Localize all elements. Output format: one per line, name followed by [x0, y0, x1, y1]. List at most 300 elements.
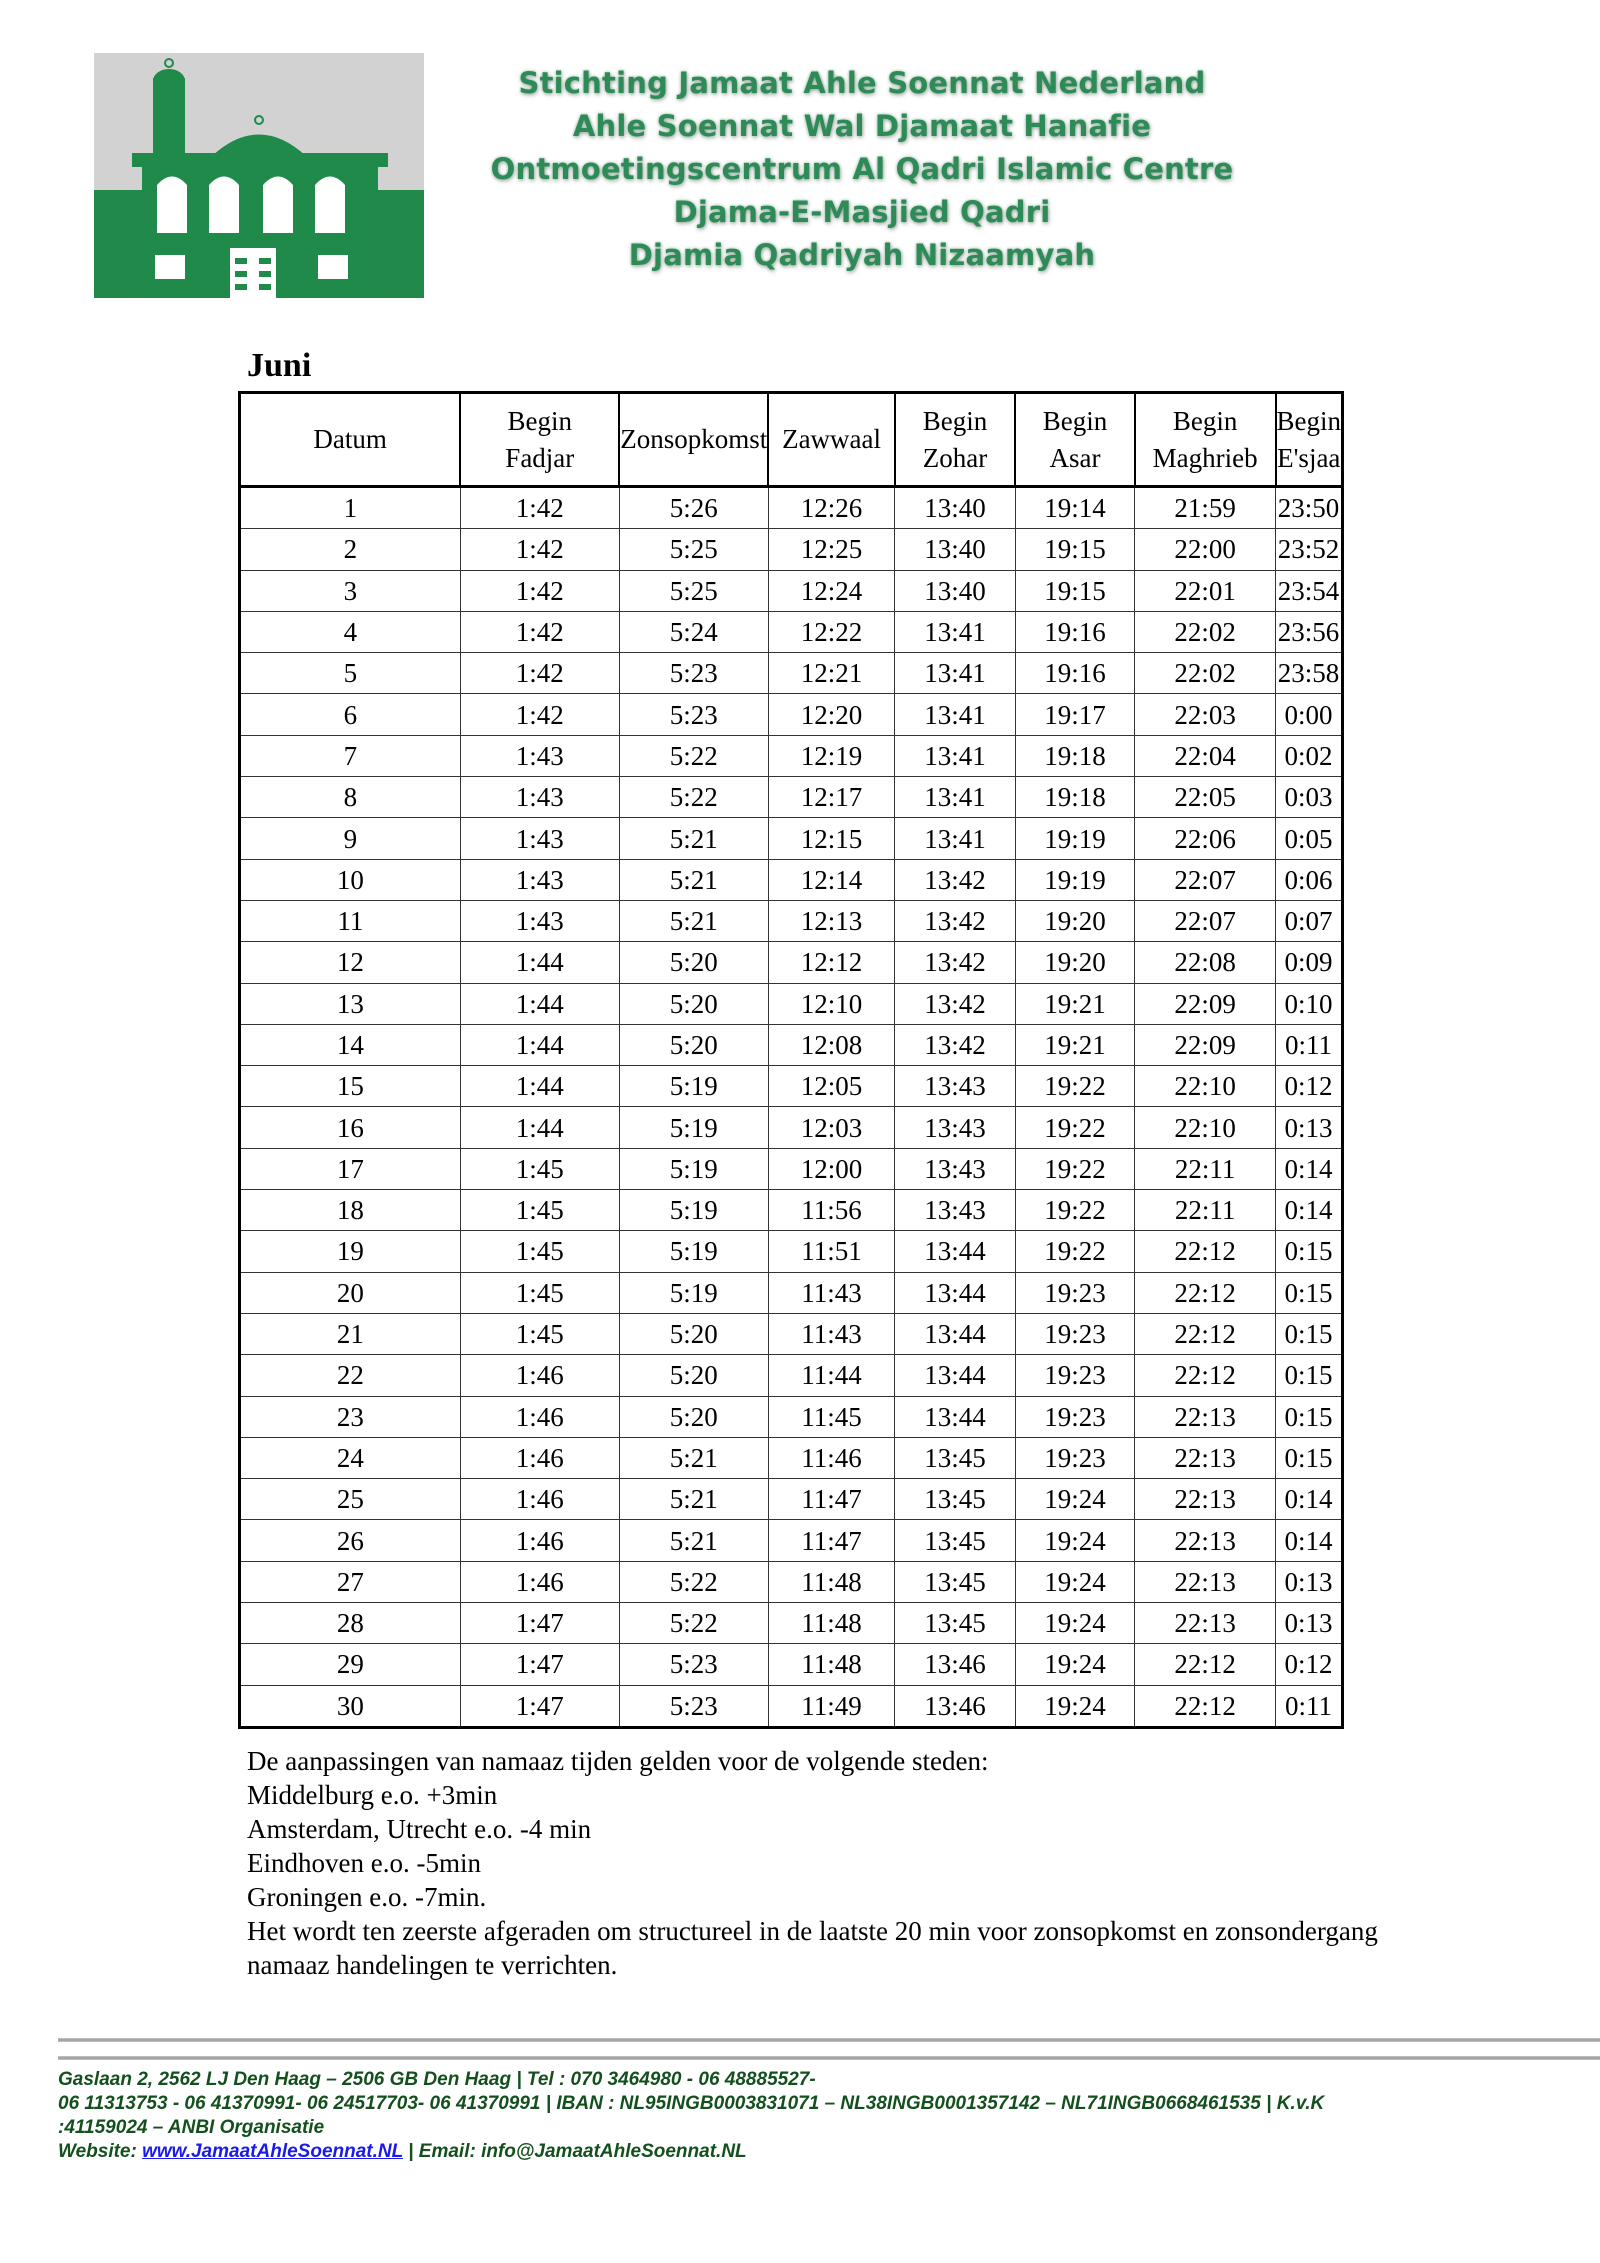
time-cell: 11:51: [768, 1231, 894, 1272]
email-text: | Email: info@JamaatAhleSoennat.NL: [402, 2141, 747, 2162]
page-header: [62, 40, 1292, 305]
time-cell: 1:44: [460, 1066, 619, 1107]
time-cell: 5:22: [619, 735, 768, 776]
time-cell: 5:26: [619, 487, 768, 529]
footer-address: Gaslaan 2, 2562 LJ Den Haag – 2506 GB Den Haag | Tel : 070 3464980 - 06 48885527-: [58, 2069, 816, 2090]
time-cell: 11:47: [768, 1520, 894, 1561]
time-cell: 12:00: [768, 1148, 894, 1189]
time-cell: 22:11: [1135, 1148, 1276, 1189]
column-header: [1015, 393, 1135, 487]
date-cell: 15: [240, 1066, 461, 1107]
table-row: [240, 942, 1343, 983]
date-cell: 2: [240, 529, 461, 570]
date-cell: 26: [240, 1520, 461, 1561]
time-cell: 13:41: [895, 694, 1015, 735]
column-header-line: Begin: [1276, 405, 1341, 436]
time-cell: 11:47: [768, 1479, 894, 1520]
time-cell: 19:23: [1015, 1272, 1135, 1313]
time-cell: 19:22: [1015, 1148, 1135, 1189]
time-cell: 22:07: [1135, 859, 1276, 900]
time-cell: 22:03: [1135, 694, 1276, 735]
time-cell: 22:12: [1135, 1644, 1276, 1685]
organization-names: [442, 62, 1282, 277]
prayer-times-table: [238, 391, 1344, 1729]
time-cell: 22:13: [1135, 1396, 1276, 1437]
time-cell: 0:13: [1276, 1107, 1343, 1148]
time-cell: 0:15: [1276, 1437, 1343, 1478]
time-cell: 1:44: [460, 1024, 619, 1065]
brand-line: Djamia Qadriyah Nizaamyah: [628, 238, 1096, 272]
time-cell: 23:58: [1276, 653, 1343, 694]
time-cell: 0:12: [1276, 1644, 1343, 1685]
time-cell: 22:01: [1135, 570, 1276, 611]
time-cell: 19:18: [1015, 777, 1135, 818]
time-cell: 5:20: [619, 1355, 768, 1396]
time-cell: 0:10: [1276, 983, 1343, 1024]
time-cell: 19:23: [1015, 1313, 1135, 1354]
table-header-row: [240, 393, 1343, 487]
time-cell: 13:41: [895, 735, 1015, 776]
column-header: [619, 393, 768, 487]
time-cell: 13:42: [895, 942, 1015, 983]
time-cell: 19:19: [1015, 818, 1135, 859]
time-cell: 23:52: [1276, 529, 1343, 570]
time-cell: 13:45: [895, 1437, 1015, 1478]
date-cell: 21: [240, 1313, 461, 1354]
date-cell: 7: [240, 735, 461, 776]
time-cell: 5:22: [619, 1561, 768, 1602]
time-cell: 1:42: [460, 653, 619, 694]
time-cell: 5:21: [619, 859, 768, 900]
time-cell: 0:14: [1276, 1479, 1343, 1520]
time-cell: 1:46: [460, 1479, 619, 1520]
notes: [247, 1744, 1547, 1982]
table-row: [240, 694, 1343, 735]
table-row: [240, 859, 1343, 900]
time-cell: 0:06: [1276, 859, 1343, 900]
time-cell: 0:15: [1276, 1396, 1343, 1437]
column-header-line: Zawwaal: [782, 424, 882, 454]
time-cell: 13:43: [895, 1148, 1015, 1189]
time-cell: 1:42: [460, 529, 619, 570]
month-title: Juni: [247, 347, 312, 384]
time-cell: 12:26: [768, 487, 894, 529]
time-cell: 5:25: [619, 570, 768, 611]
time-cell: 19:22: [1015, 1190, 1135, 1231]
note-advice: namaaz handelingen te verrichten.: [247, 1950, 618, 1980]
time-cell: 1:47: [460, 1685, 619, 1727]
time-cell: 19:24: [1015, 1479, 1135, 1520]
time-cell: 19:16: [1015, 653, 1135, 694]
date-cell: 12: [240, 942, 461, 983]
time-cell: 22:00: [1135, 529, 1276, 570]
time-cell: 13:42: [895, 1024, 1015, 1065]
table-row: [240, 1396, 1343, 1437]
time-cell: 13:43: [895, 1107, 1015, 1148]
time-cell: 19:21: [1015, 983, 1135, 1024]
time-cell: 22:02: [1135, 653, 1276, 694]
time-cell: 0:12: [1276, 1066, 1343, 1107]
time-cell: 13:46: [895, 1685, 1015, 1727]
table-row: [240, 1437, 1343, 1478]
time-cell: 5:19: [619, 1066, 768, 1107]
time-cell: 13:41: [895, 611, 1015, 652]
time-cell: 0:11: [1276, 1024, 1343, 1065]
date-cell: 11: [240, 900, 461, 941]
time-cell: 19:24: [1015, 1561, 1135, 1602]
time-cell: 21:59: [1135, 487, 1276, 529]
time-cell: 11:43: [768, 1313, 894, 1354]
time-cell: 11:44: [768, 1355, 894, 1396]
time-cell: 5:19: [619, 1190, 768, 1231]
column-header: [460, 393, 619, 487]
time-cell: 19:23: [1015, 1355, 1135, 1396]
time-cell: 19:20: [1015, 942, 1135, 983]
time-cell: 0:14: [1276, 1520, 1343, 1561]
table-row: [240, 1313, 1343, 1354]
time-cell: 0:15: [1276, 1313, 1343, 1354]
table-row: [240, 900, 1343, 941]
time-cell: 1:46: [460, 1520, 619, 1561]
date-cell: 19: [240, 1231, 461, 1272]
time-cell: 13:40: [895, 487, 1015, 529]
time-cell: 19:15: [1015, 529, 1135, 570]
website-link[interactable]: www.JamaatAhleSoennat.NL: [142, 2141, 403, 2162]
table-row: [240, 1520, 1343, 1561]
table-row: [240, 1561, 1343, 1602]
date-cell: 5: [240, 653, 461, 694]
column-header-line: Begin: [507, 405, 573, 436]
time-cell: 13:44: [895, 1231, 1015, 1272]
time-cell: 13:45: [895, 1479, 1015, 1520]
brand-line: Ontmoetingscentrum Al Qadri Islamic Centre: [490, 152, 1234, 186]
time-cell: 19:17: [1015, 694, 1135, 735]
time-cell: 22:12: [1135, 1355, 1276, 1396]
time-cell: 12:03: [768, 1107, 894, 1148]
time-cell: 19:18: [1015, 735, 1135, 776]
time-cell: 1:43: [460, 818, 619, 859]
brand-line: Ahle Soennat Wal Djamaat Hanafie: [572, 109, 1152, 143]
time-cell: 0:00: [1276, 694, 1343, 735]
time-cell: 1:43: [460, 777, 619, 818]
time-cell: 11:48: [768, 1561, 894, 1602]
time-cell: 12:13: [768, 900, 894, 941]
column-header-line: Zonsopkomst: [620, 424, 768, 454]
time-cell: 23:54: [1276, 570, 1343, 611]
time-cell: 23:56: [1276, 611, 1343, 652]
time-cell: 12:20: [768, 694, 894, 735]
date-cell: 30: [240, 1685, 461, 1727]
table-row: [240, 735, 1343, 776]
time-cell: 13:43: [895, 1066, 1015, 1107]
time-cell: 19:16: [1015, 611, 1135, 652]
date-cell: 13: [240, 983, 461, 1024]
time-cell: 13:45: [895, 1561, 1015, 1602]
time-cell: 22:05: [1135, 777, 1276, 818]
time-cell: 19:15: [1015, 570, 1135, 611]
time-cell: 22:13: [1135, 1561, 1276, 1602]
time-cell: 12:05: [768, 1066, 894, 1107]
time-cell: 13:42: [895, 859, 1015, 900]
column-header: [768, 393, 894, 487]
time-cell: 22:04: [1135, 735, 1276, 776]
footer-phones-iban: 06 11313753 - 06 41370991- 06 24517703- 06 41370991 | IBAN : NL95INGB0003831071 – NL38INGB0001357142 – NL71INGB0668461535 | K.v.K: [58, 2093, 1325, 2114]
time-cell: 1:42: [460, 694, 619, 735]
date-cell: 29: [240, 1644, 461, 1685]
table-row: [240, 611, 1343, 652]
time-cell: 13:40: [895, 570, 1015, 611]
column-header-line: Zohar: [922, 442, 988, 473]
time-cell: 5:21: [619, 1520, 768, 1561]
note-adjustment: Amsterdam, Utrecht e.o. -4 min: [247, 1814, 592, 1844]
footer-kvk: :41159024 – ANBI Organisatie: [58, 2117, 325, 2138]
time-cell: 19:23: [1015, 1396, 1135, 1437]
time-cell: 0:03: [1276, 777, 1343, 818]
column-header-line: Begin: [1042, 405, 1108, 436]
time-cell: 1:47: [460, 1603, 619, 1644]
time-cell: 1:42: [460, 487, 619, 529]
time-cell: 0:11: [1276, 1685, 1343, 1727]
table-row: [240, 653, 1343, 694]
time-cell: 5:22: [619, 1603, 768, 1644]
date-cell: 1: [240, 487, 461, 529]
time-cell: 11:43: [768, 1272, 894, 1313]
date-cell: 16: [240, 1107, 461, 1148]
note-adjustment: Eindhoven e.o. -5min: [247, 1848, 481, 1878]
date-cell: 6: [240, 694, 461, 735]
time-cell: 5:21: [619, 900, 768, 941]
time-cell: 12:17: [768, 777, 894, 818]
table-row: [240, 1148, 1343, 1189]
time-cell: 5:19: [619, 1107, 768, 1148]
time-cell: 22:12: [1135, 1313, 1276, 1354]
date-cell: 23: [240, 1396, 461, 1437]
time-cell: 1:43: [460, 900, 619, 941]
date-cell: 3: [240, 570, 461, 611]
footer-contact: [58, 2140, 1598, 2164]
time-cell: 1:42: [460, 611, 619, 652]
table-row: [240, 1603, 1343, 1644]
table-row: [240, 777, 1343, 818]
time-cell: 12:21: [768, 653, 894, 694]
time-cell: 19:20: [1015, 900, 1135, 941]
time-cell: 13:41: [895, 777, 1015, 818]
mosque-logo: [94, 53, 424, 298]
column-header-line: E'sjaa: [1277, 442, 1341, 473]
time-cell: 5:19: [619, 1231, 768, 1272]
time-cell: 19:23: [1015, 1437, 1135, 1478]
time-cell: 22:06: [1135, 818, 1276, 859]
time-cell: 1:44: [460, 942, 619, 983]
table-row: [240, 1107, 1343, 1148]
time-cell: 19:22: [1015, 1107, 1135, 1148]
time-cell: 13:42: [895, 983, 1015, 1024]
time-cell: 12:08: [768, 1024, 894, 1065]
time-cell: 5:21: [619, 818, 768, 859]
time-cell: 1:43: [460, 859, 619, 900]
brand-line: Stichting Jamaat Ahle Soennat Nederland: [518, 66, 1206, 100]
table-row: [240, 818, 1343, 859]
time-cell: 1:47: [460, 1644, 619, 1685]
column-header: [1135, 393, 1276, 487]
column-header-line: Asar: [1049, 442, 1101, 473]
time-cell: 5:23: [619, 1685, 768, 1727]
table-row: [240, 1066, 1343, 1107]
mosque-icon: [94, 53, 424, 298]
time-cell: 5:21: [619, 1437, 768, 1478]
date-cell: 25: [240, 1479, 461, 1520]
time-cell: 19:19: [1015, 859, 1135, 900]
table-body: [240, 487, 1343, 1728]
time-cell: 1:46: [460, 1355, 619, 1396]
table-row: [240, 1190, 1343, 1231]
time-cell: 5:24: [619, 611, 768, 652]
date-cell: 14: [240, 1024, 461, 1065]
time-cell: 13:40: [895, 529, 1015, 570]
time-cell: 12:24: [768, 570, 894, 611]
time-cell: 5:20: [619, 1024, 768, 1065]
time-cell: 0:15: [1276, 1355, 1343, 1396]
table-row: [240, 570, 1343, 611]
time-cell: 1:43: [460, 735, 619, 776]
date-cell: 24: [240, 1437, 461, 1478]
column-header-line: Fadjar: [505, 442, 575, 473]
footer-divider: [58, 2038, 1600, 2042]
time-cell: 22:12: [1135, 1231, 1276, 1272]
brand-line: Djama-E-Masjied Qadri: [673, 195, 1051, 229]
time-cell: 1:46: [460, 1561, 619, 1602]
time-cell: 1:46: [460, 1396, 619, 1437]
time-cell: 0:05: [1276, 818, 1343, 859]
time-cell: 22:09: [1135, 983, 1276, 1024]
table-row: [240, 1355, 1343, 1396]
time-cell: 22:07: [1135, 900, 1276, 941]
time-cell: 22:11: [1135, 1190, 1276, 1231]
date-cell: 10: [240, 859, 461, 900]
time-cell: 13:41: [895, 818, 1015, 859]
time-cell: 19:24: [1015, 1520, 1135, 1561]
time-cell: 23:50: [1276, 487, 1343, 529]
time-cell: 22:10: [1135, 1066, 1276, 1107]
time-cell: 22:08: [1135, 942, 1276, 983]
time-cell: 13:45: [895, 1603, 1015, 1644]
column-header-line: Begin: [922, 405, 988, 436]
time-cell: 22:10: [1135, 1107, 1276, 1148]
time-cell: 12:19: [768, 735, 894, 776]
time-cell: 1:45: [460, 1231, 619, 1272]
time-cell: 0:07: [1276, 900, 1343, 941]
time-cell: 13:43: [895, 1190, 1015, 1231]
time-cell: 22:13: [1135, 1520, 1276, 1561]
time-cell: 22:13: [1135, 1603, 1276, 1644]
time-cell: 19:24: [1015, 1603, 1135, 1644]
time-cell: 19:24: [1015, 1685, 1135, 1727]
time-cell: 13:44: [895, 1272, 1015, 1313]
time-cell: 0:09: [1276, 942, 1343, 983]
time-cell: 5:25: [619, 529, 768, 570]
time-cell: 1:44: [460, 983, 619, 1024]
website-label: Website:: [58, 2141, 143, 2162]
date-cell: 28: [240, 1603, 461, 1644]
column-header: [895, 393, 1015, 487]
note-adjustment: Middelburg e.o. +3min: [247, 1780, 498, 1810]
time-cell: 22:12: [1135, 1272, 1276, 1313]
time-cell: 22:02: [1135, 611, 1276, 652]
time-cell: 13:45: [895, 1520, 1015, 1561]
time-cell: 11:45: [768, 1396, 894, 1437]
date-cell: 20: [240, 1272, 461, 1313]
time-cell: 5:20: [619, 942, 768, 983]
date-cell: 22: [240, 1355, 461, 1396]
time-cell: 1:45: [460, 1313, 619, 1354]
time-cell: 5:19: [619, 1148, 768, 1189]
date-cell: 27: [240, 1561, 461, 1602]
time-cell: 19:21: [1015, 1024, 1135, 1065]
time-cell: 12:25: [768, 529, 894, 570]
time-cell: 5:20: [619, 983, 768, 1024]
time-cell: 5:21: [619, 1479, 768, 1520]
time-cell: 19:22: [1015, 1231, 1135, 1272]
time-cell: 19:22: [1015, 1066, 1135, 1107]
time-cell: 5:20: [619, 1396, 768, 1437]
time-cell: 11:48: [768, 1644, 894, 1685]
time-cell: 22:09: [1135, 1024, 1276, 1065]
time-cell: 22:13: [1135, 1437, 1276, 1478]
date-cell: 18: [240, 1190, 461, 1231]
time-cell: 1:46: [460, 1437, 619, 1478]
table-row: [240, 487, 1343, 529]
table-row: [240, 1024, 1343, 1065]
date-cell: 8: [240, 777, 461, 818]
time-cell: 11:48: [768, 1603, 894, 1644]
time-cell: 0:15: [1276, 1272, 1343, 1313]
time-cell: 13:44: [895, 1396, 1015, 1437]
time-cell: 11:56: [768, 1190, 894, 1231]
time-cell: 13:44: [895, 1313, 1015, 1354]
time-cell: 1:45: [460, 1190, 619, 1231]
time-cell: 5:20: [619, 1313, 768, 1354]
table-row: [240, 1644, 1343, 1685]
time-cell: 1:45: [460, 1148, 619, 1189]
table-row: [240, 1685, 1343, 1727]
time-cell: 0:15: [1276, 1231, 1343, 1272]
time-cell: 12:22: [768, 611, 894, 652]
time-cell: 12:10: [768, 983, 894, 1024]
time-cell: 13:46: [895, 1644, 1015, 1685]
date-cell: 4: [240, 611, 461, 652]
column-header-line: Datum: [313, 424, 387, 454]
time-cell: 5:22: [619, 777, 768, 818]
time-cell: 11:49: [768, 1685, 894, 1727]
date-cell: 17: [240, 1148, 461, 1189]
time-cell: 12:14: [768, 859, 894, 900]
time-cell: 1:42: [460, 570, 619, 611]
notes-intro: De aanpassingen van namaaz tijden gelden voor de volgende steden:: [247, 1746, 989, 1776]
table-row: [240, 983, 1343, 1024]
footer: [58, 2068, 1598, 2164]
time-cell: 0:02: [1276, 735, 1343, 776]
time-cell: 22:12: [1135, 1685, 1276, 1727]
column-header: [240, 393, 461, 487]
table-row: [240, 1479, 1343, 1520]
column-header-line: Maghrieb: [1152, 442, 1258, 473]
column-header-line: Begin: [1172, 405, 1238, 436]
note-advice: Het wordt ten zeerste afgeraden om structureel in de laatste 20 min voor zonsopkomst en zonsondergang: [247, 1916, 1378, 1946]
time-cell: 0:13: [1276, 1603, 1343, 1644]
time-cell: 5:23: [619, 694, 768, 735]
table-row: [240, 1272, 1343, 1313]
time-cell: 13:42: [895, 900, 1015, 941]
